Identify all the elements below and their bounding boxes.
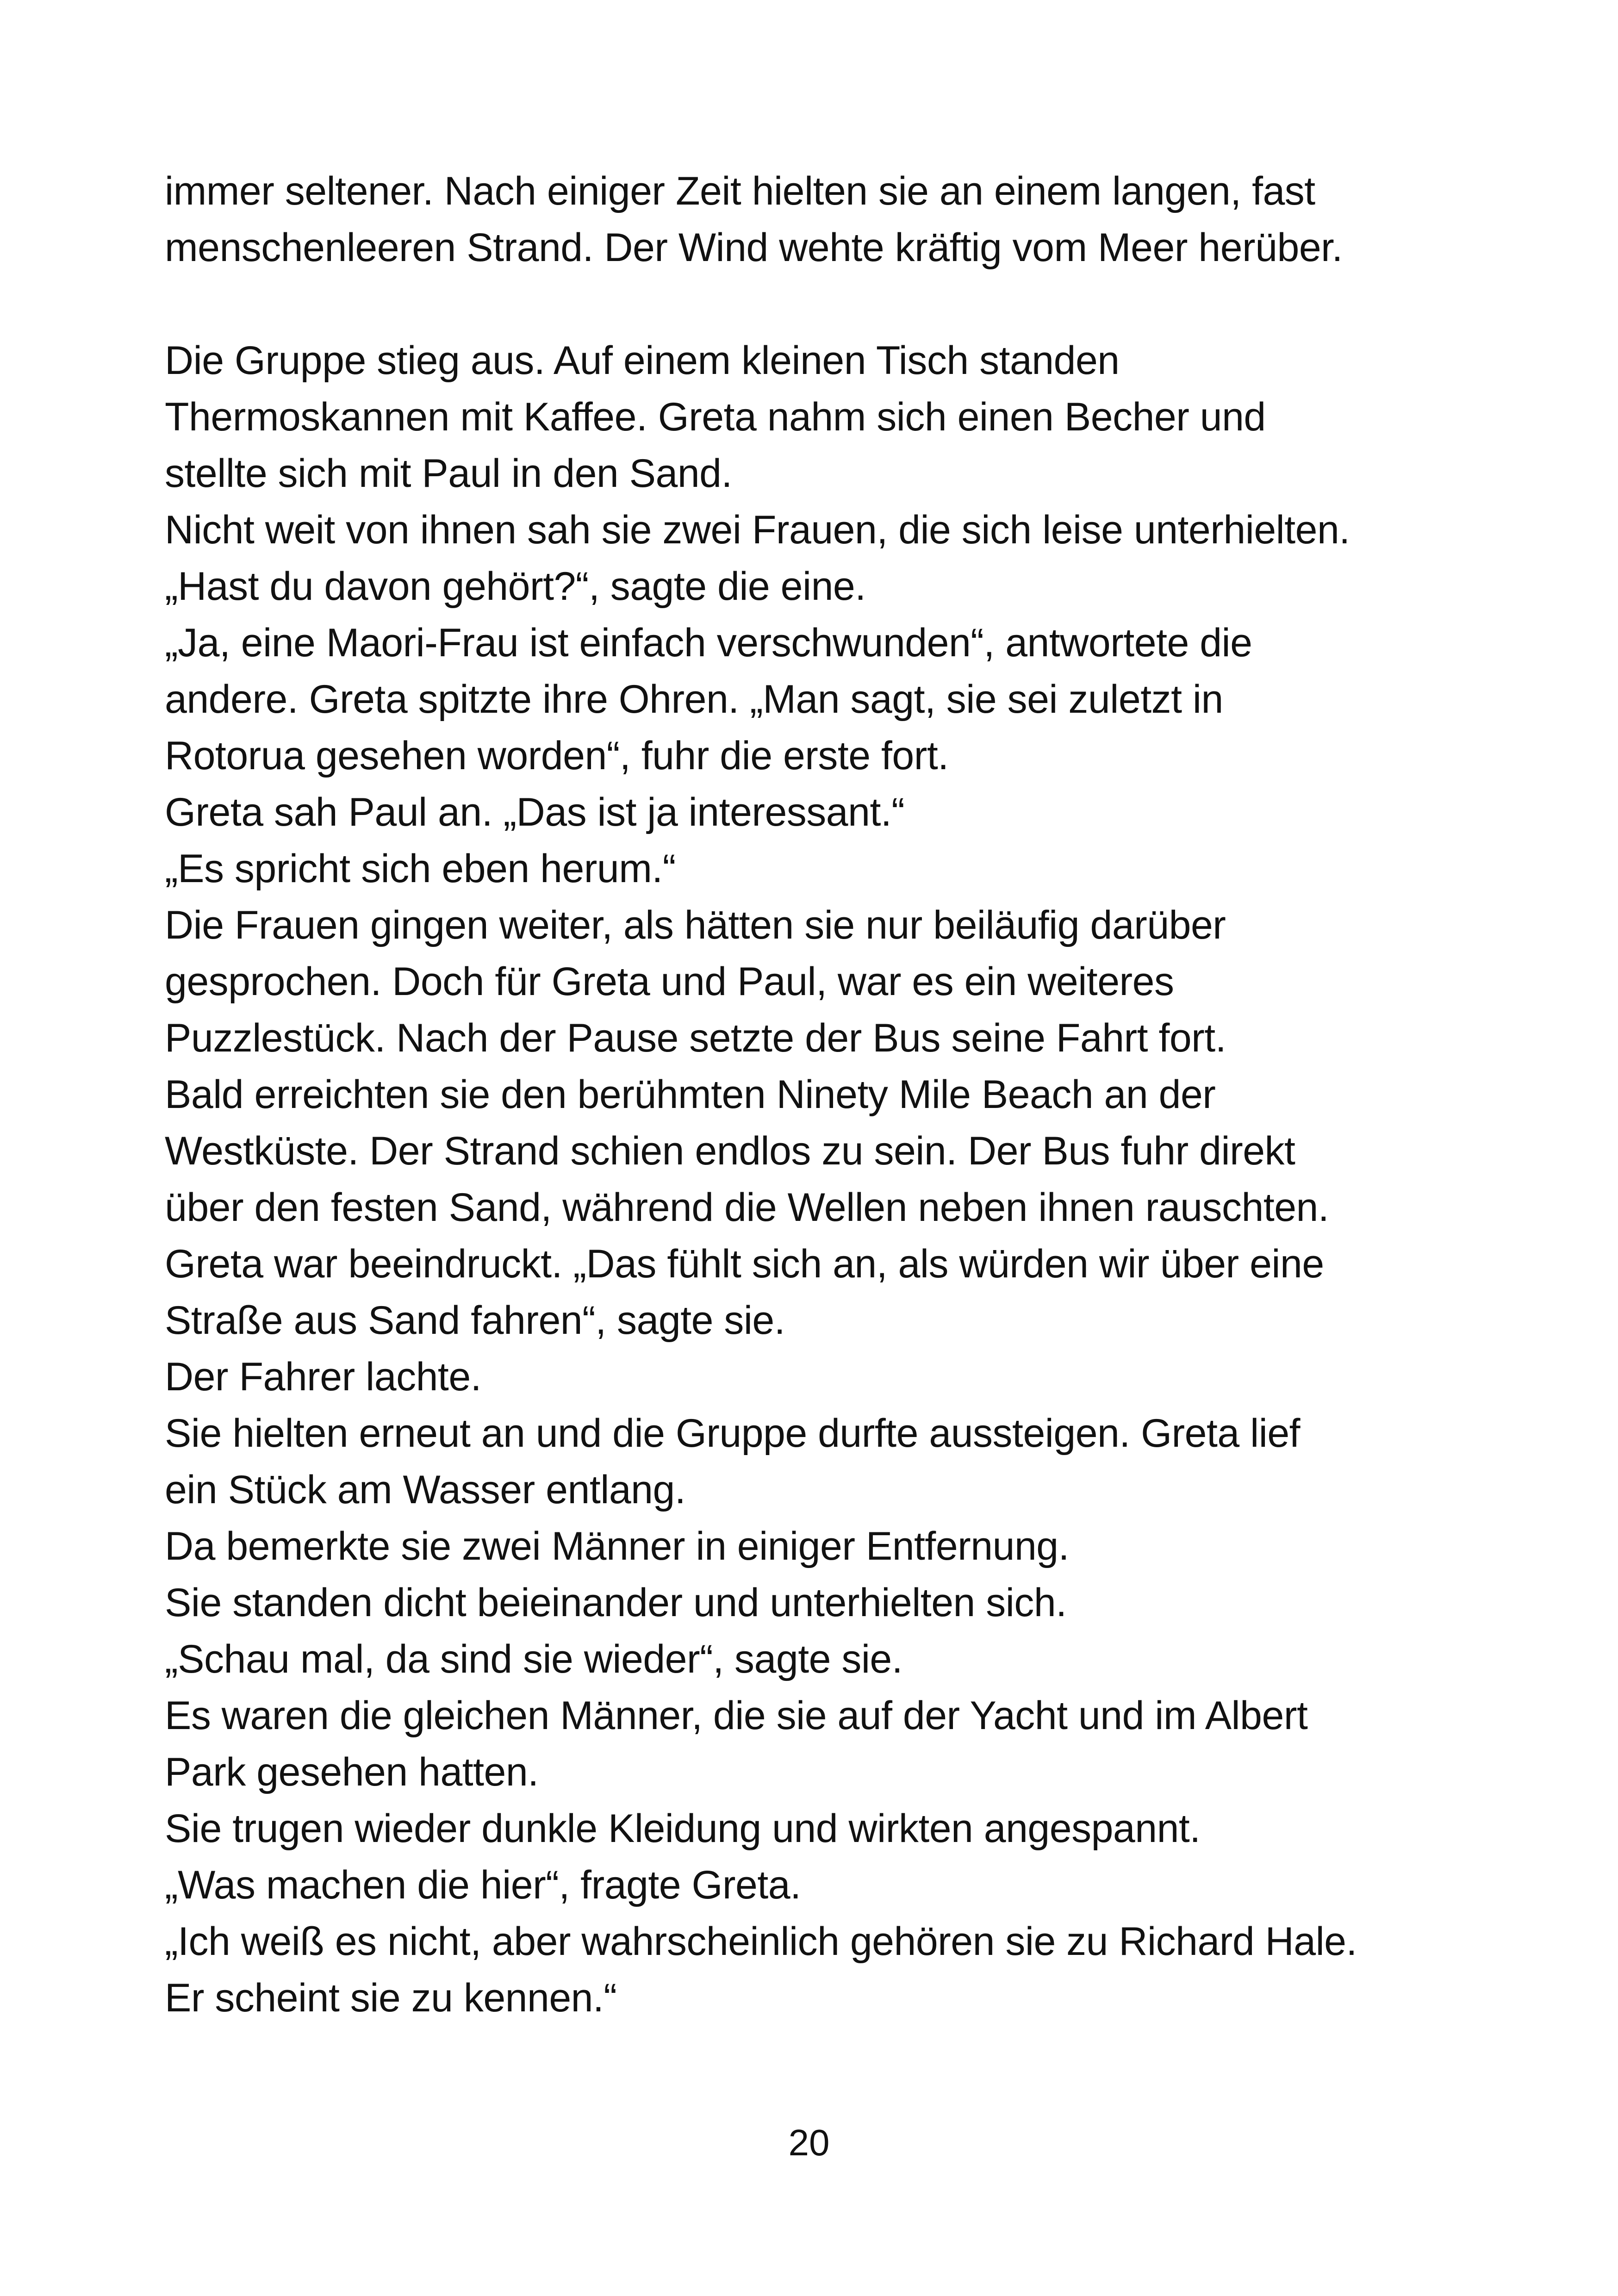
text-line: Sie trugen wieder dunkle Kleidung und wirkten angespannt. (165, 1806, 1201, 1851)
text-line: „Was machen die hier“, fragte Greta. (165, 1863, 801, 1907)
text-line: über den festen Sand, während die Wellen neben ihnen rauschten. (165, 1185, 1329, 1230)
text-line: Straße aus Sand fahren“, sagte sie. (165, 1298, 785, 1343)
text-line: Sie hielten erneut an und die Gruppe durfte aussteigen. Greta lief (165, 1411, 1301, 1456)
paragraph-1 (165, 163, 1498, 276)
text-line: Die Gruppe stieg aus. Auf einem kleinen Tisch standen (165, 338, 1120, 383)
text-line: Die Frauen gingen weiter, als hätten sie nur beiläufig darüber (165, 903, 1226, 947)
text-line: Rotorua gesehen worden“, fuhr die erste fort. (165, 734, 949, 778)
page-number: 20 (788, 2122, 830, 2163)
text-line: Bald erreichten sie den berühmten Ninety Mile Beach an der (165, 1072, 1216, 1117)
text-line: Der Fahrer lachte. (165, 1355, 482, 1399)
text-line: Park gesehen hatten. (165, 1750, 539, 1794)
body-text (165, 163, 1498, 2026)
text-line: „Es spricht sich eben herum.“ (165, 846, 676, 891)
text-line: menschenleeren Strand. Der Wind wehte kräftig vom Meer herüber. (165, 225, 1343, 270)
text-line: Er scheint sie zu kennen.“ (165, 1976, 617, 2020)
paragraph-spacer (165, 276, 1498, 332)
text-line: Greta war beeindruckt. „Das fühlt sich an, als würden wir über eine (165, 1242, 1324, 1286)
text-line: gesprochen. Doch für Greta und Paul, war es ein weiteres (165, 959, 1174, 1004)
text-line: Westküste. Der Strand schien endlos zu sein. Der Bus fuhr direkt (165, 1129, 1295, 1173)
text-line: Nicht weit von ihnen sah sie zwei Frauen, die sich leise unterhielten. (165, 508, 1350, 552)
text-line: Thermoskannen mit Kaffee. Greta nahm sich einen Becher und (165, 395, 1266, 439)
text-line: stellte sich mit Paul in den Sand. (165, 451, 732, 496)
text-line: „Ja, eine Maori-Frau ist einfach verschwunden“, antwortete die (165, 621, 1252, 665)
text-line: Da bemerkte sie zwei Männer in einiger Entfernung. (165, 1524, 1070, 1568)
text-line: „Hast du davon gehört?“, sagte die eine. (165, 564, 866, 609)
text-line: Greta sah Paul an. „Das ist ja interessant.“ (165, 790, 905, 834)
text-line: „Ich weiß es nicht, aber wahrscheinlich gehören sie zu Richard Hale. (165, 1919, 1357, 1964)
text-line: Es waren die gleichen Männer, die sie auf der Yacht und im Albert (165, 1693, 1308, 1738)
paragraph-2 (165, 332, 1498, 2026)
text-line: andere. Greta spitzte ihre Ohren. „Man sagt, sie sei zuletzt in (165, 677, 1223, 722)
text-line: „Schau mal, da sind sie wieder“, sagte sie. (165, 1637, 903, 1681)
text-line: ein Stück am Wasser entlang. (165, 1468, 686, 1512)
text-line: Puzzlestück. Nach der Pause setzte der Bus seine Fahrt fort. (165, 1016, 1226, 1060)
text-line: immer seltener. Nach einiger Zeit hielten sie an einem langen, fast (165, 169, 1315, 213)
text-line: Sie standen dicht beieinander und unterhielten sich. (165, 1580, 1067, 1625)
